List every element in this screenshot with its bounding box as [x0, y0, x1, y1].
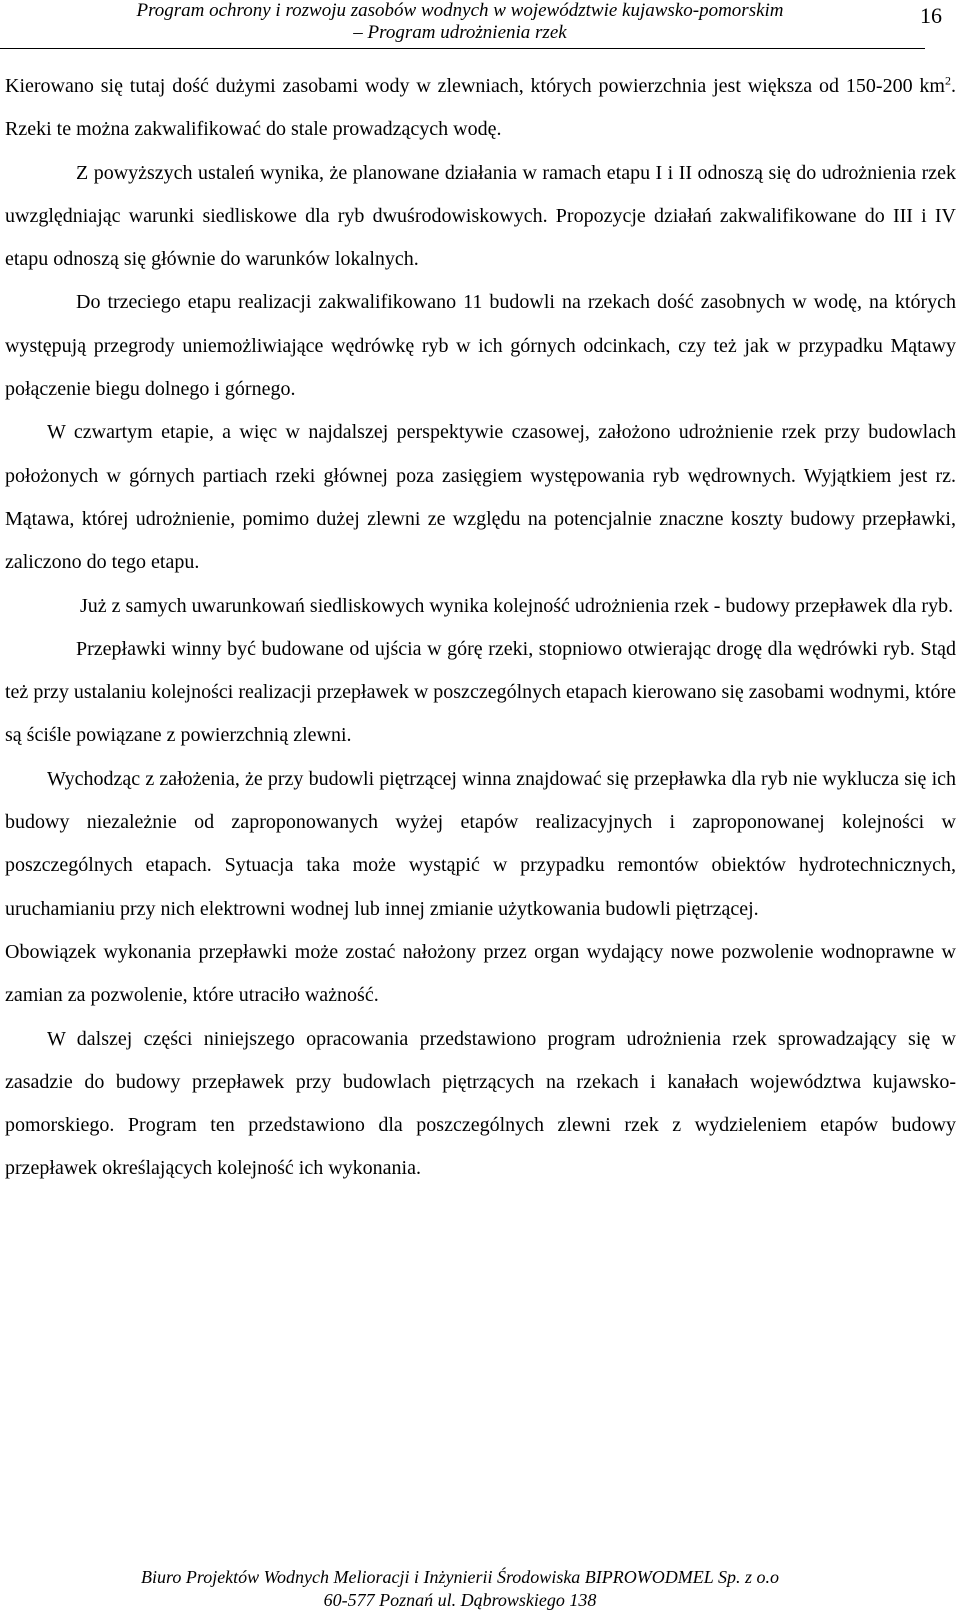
paragraph-3: Do trzeciego etapu realizacji zakwalifikowano 11 budowli na rzekach dość zasobnych w wodę, na których występują przegrody uniemożliwiające wędrówkę ryb w ich górnych odcinkach, czy też jak w przypadku Mątawy połączenie biegu dolnego i górnego.	[5, 291, 956, 401]
header-title: Program ochrony i rozwoju zasobów wodnych w województwie kujawsko-pomorskim	[136, 0, 784, 21]
footer-address: 60-577 Poznań ul. Dąbrowskiego 138	[323, 1590, 597, 1610]
paragraph-5: Już z samych uwarunkowań siedliskowych wynika kolejność udrożnienia rzek - budowy przepławek dla ryb.	[80, 594, 954, 617]
paragraph-2: Z powyższych ustaleń wynika, że planowane działania w ramach etapu I i II odnoszą się do udrożnienia rzek uwzględniając warunki siedliskowe dla ryb dwuśrodowiskowych. Propozycje działań zakwalifikowane do III i IV etapu odnoszą się głównie do warunków lokalnych.	[5, 161, 956, 271]
paragraph-4: W czwartym etapie, a więc w najdalszej perspektywie czasowej, założono udrożnienie rzek przy budowlach położonych w górnych partiach rzeki głównej poza zasięgiem występowania ryb wędrownych. Wyjątkiem jest rz. Mątawa, której udrożnienie, pomimo dużej zlewni ze względu na potencjalnie znaczne koszty budowy przepławki, zaliczono do tego etapu.	[5, 421, 956, 574]
paragraph-1-tail: . Rzeki te można zakwalifikować do stale prowadzących wodę.	[5, 75, 956, 141]
header-subtitle: – Program udrożnienia rzek	[353, 22, 567, 43]
header-divider	[0, 48, 925, 49]
document-body	[5, 65, 956, 1191]
paragraph-9: W dalszej części niniejszego opracowania przedstawiono program udrożnienia rzek sprowadzający się w zasadzie do budowy przepławek przy budowlach piętrzących na rzekach i kanałach województwa kujawsko-pomorskiego. Program ten przedstawiono dla poszczególnych zlewni rzek z wydzieleniem etapów budowy przepławek określających kolejność ich wykonania.	[5, 1027, 956, 1180]
footer-company: Biuro Projektów Wodnych Melioracji i Inżynierii Środowiska BIPROWODMEL Sp. z o.o	[141, 1567, 779, 1587]
page-number: 16	[920, 3, 942, 28]
superscript-2: 2	[945, 73, 951, 88]
paragraph-1	[5, 65, 956, 152]
paragraph-8: Obowiązek wykonania przepławki może zostać nałożony przez organ wydający nowe pozwolenie wodnoprawne w zamian za pozwolenie, które utraciło ważność.	[5, 940, 956, 1007]
page-header	[0, 0, 960, 52]
paragraph-1-text: Kierowano się tutaj dość dużymi zasobami wody w zlewniach, których powierzchnia jest większa od 150-200 km	[5, 75, 945, 97]
paragraph-7: Wychodząc z założenia, że przy budowli piętrzącej winna znajdować się przepławka dla ryb nie wyklucza się ich budowy niezależnie od zaproponowanych wyżej etapów realizacyjnych i zaproponowanej kolejności w poszczególnych etapach. Sytuacja taka może wystąpić w przypadku remontów obiektów hydrotechnicznych, uruchamianiu przy nich elektrowni wodnej lub innej zmianie użytkowania budowli piętrzącej.	[5, 767, 956, 920]
paragraph-6: Przepławki winny być budowane od ujścia w górę rzeki, stopniowo otwierając drogę dla wędrówki ryb. Stąd też przy ustalaniu kolejności realizacji przepławek w poszczególnych etapach kierowano się zasobami wodnymi, które są ściśle powiązane z powierzchnią zlewni.	[5, 637, 956, 747]
